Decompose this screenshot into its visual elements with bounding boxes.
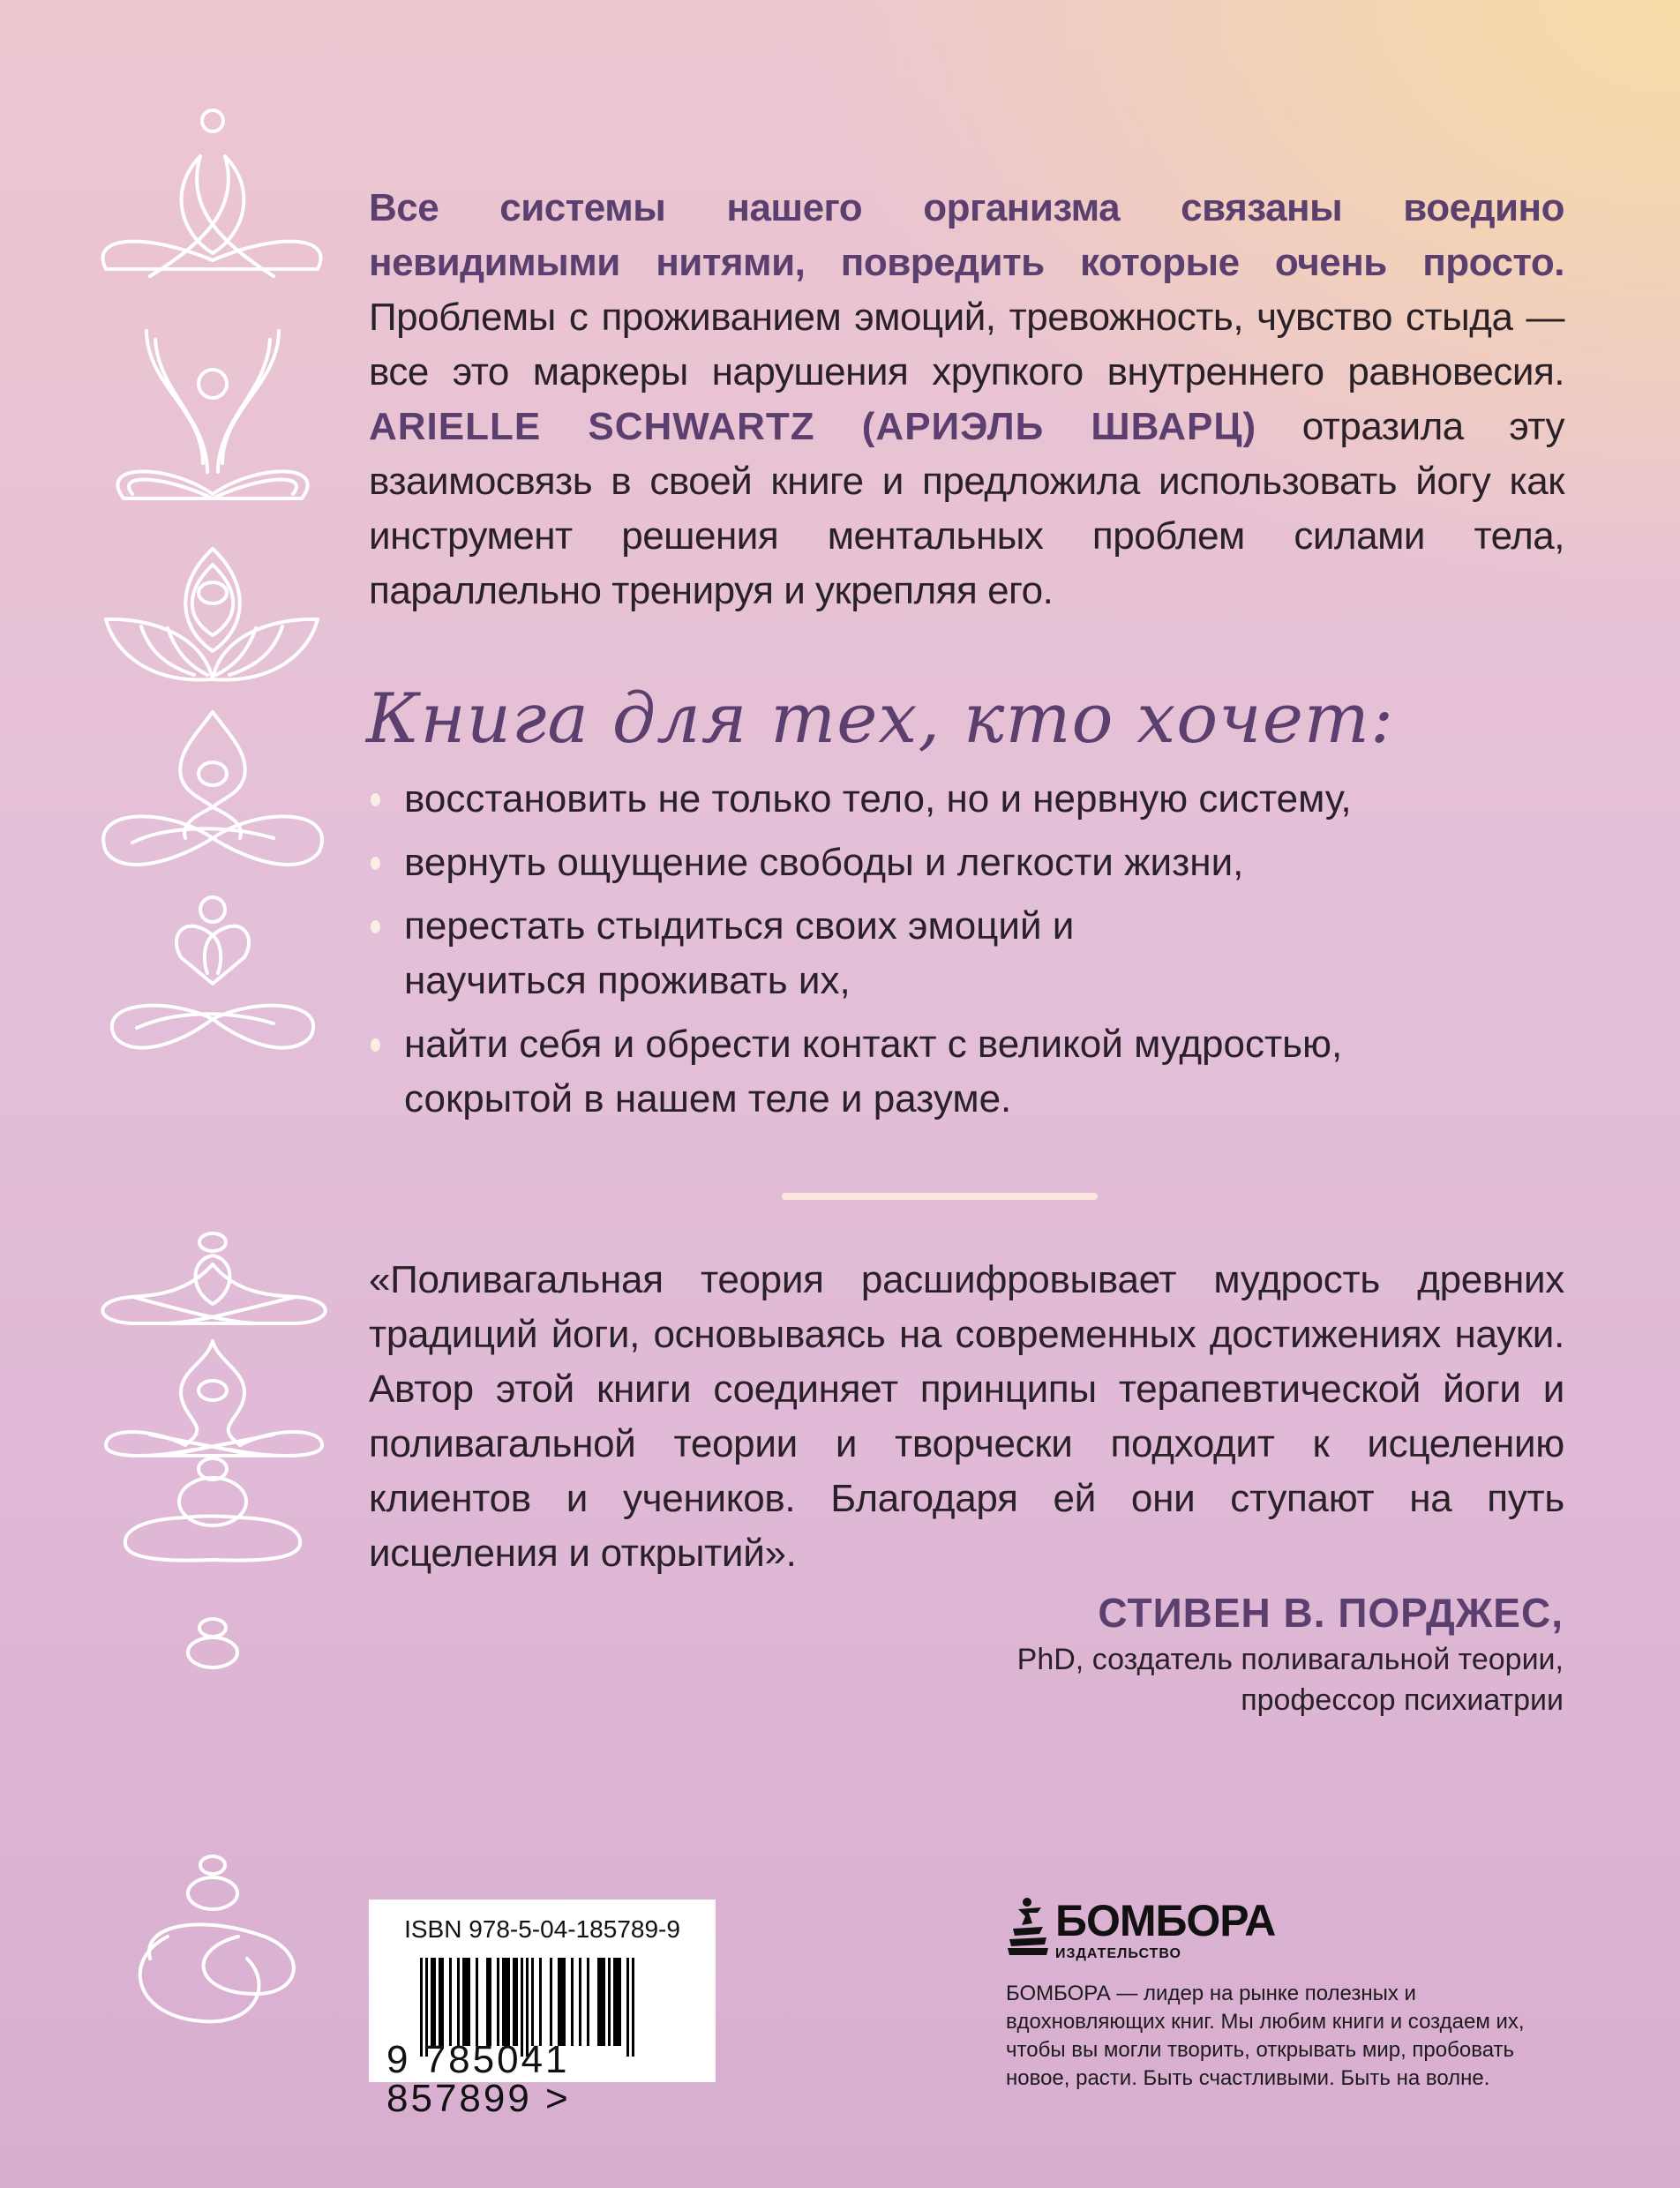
bullet-icon bbox=[371, 920, 380, 933]
publisher-block bbox=[1006, 1897, 1535, 2093]
heart-figure-icon bbox=[97, 895, 326, 1045]
bullet-icon bbox=[371, 793, 380, 806]
stacked-stones-figure-icon bbox=[97, 1456, 326, 1562]
seated-figure-icon bbox=[97, 1225, 326, 1330]
yoga-icons-column bbox=[0, 0, 388, 2188]
section-divider bbox=[782, 1193, 1098, 1200]
testimonial-attribution bbox=[1017, 1586, 1564, 1720]
list-item: восстановить не только тело, но и нервную систему, bbox=[369, 772, 1564, 827]
author-name: ARIELLE SCHWARTZ (АРИЭЛЬ ШВАРЦ) bbox=[369, 405, 1257, 448]
list-item: найти себя и обрести контакт с великой мудростью, сокрытой в нашем теле и разуме. bbox=[369, 1017, 1564, 1127]
testimonial-role-2: профессор психиатрии bbox=[1241, 1683, 1564, 1717]
barcode-bars bbox=[420, 1958, 676, 2049]
testimonial-author: СТИВЕН В. ПОРДЖЕС, bbox=[1098, 1590, 1564, 1636]
spiral-figure-icon bbox=[97, 1617, 326, 1723]
audience-list bbox=[369, 772, 1564, 1135]
testimonial-role-1: PhD, создатель поливагальной теории, bbox=[1016, 1643, 1564, 1676]
intro-text-2: отразила эту взаимосвязь в своей книге и предложила использовать йогу как инструмент решения ментальных проблем силами тела, параллельно тренируя и укрепляя его. bbox=[369, 405, 1564, 612]
isbn-barcode bbox=[369, 1900, 716, 2120]
spiral-figure-icon-2 bbox=[97, 1853, 326, 2047]
list-item: перестать стыдиться своих эмоций и научиться проживать их, bbox=[369, 899, 1564, 1008]
bombora-logo-icon bbox=[1006, 1897, 1048, 1957]
lotus-flower-icon bbox=[97, 547, 326, 688]
publisher-subtitle: ИЗДАТЕЛЬСТВО bbox=[1055, 1946, 1181, 1961]
publisher-description: БОМБОРА — лидер на рынке полезных и вдохновляющих книг. Мы любим книги и создаем их, чтобы вы могли творить, открывать мир, пробовать новое, расти. Быть счастливыми. Быть на волне. bbox=[1006, 1982, 1525, 2090]
publisher-name: БОМБОРА bbox=[1055, 1896, 1276, 1945]
teardrop-figure-icon bbox=[97, 1339, 326, 1463]
flame-figure-icon bbox=[97, 710, 326, 860]
barcode-digits: 9 785041 857899 > bbox=[386, 2038, 571, 2120]
testimonial-quote: «Поливагальная теория расшифровывает мудрость древних традиций йоги, основываясь на современных достижениях науки. Автор этой книги соединяет принципы терапевтической йоги и поливагальной теории и творчески подходит к исцелению клиентов и учеников. Благодаря ей они ступают на путь исцеления и открытий». bbox=[369, 1258, 1564, 1575]
intro-paragraph bbox=[369, 181, 1564, 618]
bullet-icon bbox=[371, 857, 380, 870]
raised-arms-figure-icon bbox=[97, 331, 326, 507]
publisher-logo bbox=[1006, 1897, 1535, 1962]
list-item: вернуть ощущение свободы и легкости жизни, bbox=[369, 835, 1564, 890]
audience-heading: Книга для тех, кто хочет: bbox=[366, 679, 1395, 759]
bullet-icon bbox=[371, 1038, 380, 1052]
isbn-number: ISBN 978-5-04-185789-9 bbox=[404, 1915, 680, 1943]
intro-text-1: Проблемы с проживанием эмоций, тревожность, чувство стыда — все это маркеры нарушения хрупкого внутреннего равновесия. bbox=[369, 296, 1564, 393]
meditating-figure-lotus-icon bbox=[97, 101, 326, 278]
intro-lead: Все системы нашего организма связаны воедино невидимыми нитями, повредить которые очень просто. bbox=[369, 186, 1564, 284]
